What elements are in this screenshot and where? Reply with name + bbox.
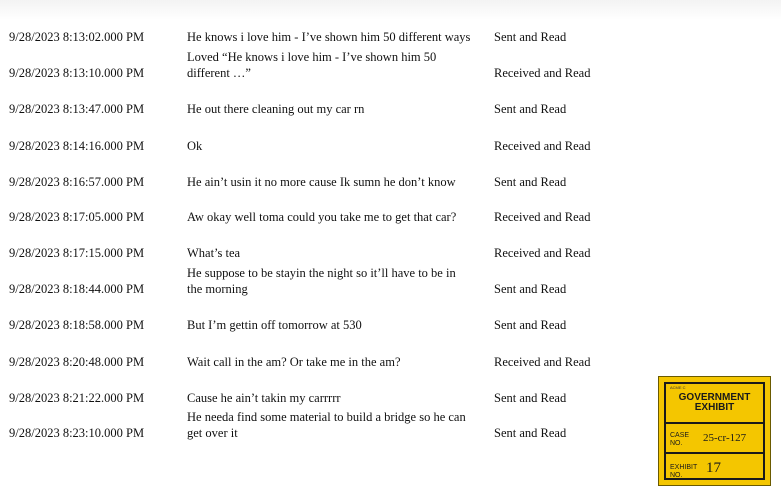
message-timestamp: 9/28/2023 8:21:22.000 PM (9, 391, 145, 405)
case-label-line: CASE (670, 432, 690, 439)
sticker-title-line: EXHIBIT (694, 402, 735, 413)
sticker-title-line: GOVERNMENT (678, 392, 751, 403)
case-number-value: 25-cr-127 (703, 432, 747, 444)
case-number-label (670, 432, 689, 448)
message-text: What’s tea (187, 246, 241, 260)
message-text: Ok (187, 139, 203, 153)
message-text: He out there cleaning out my car rn (187, 102, 365, 116)
message-timestamp: 9/28/2023 8:13:10.000 PM (9, 66, 145, 80)
message-timestamp: 9/28/2023 8:18:44.000 PM (9, 282, 145, 296)
government-exhibit-sticker (658, 376, 771, 486)
exhibit-number-value: 17 (706, 460, 721, 476)
message-status: Received and Read (494, 139, 591, 153)
sticker-maker-mark: ACME C (670, 385, 686, 390)
message-text-line: the morning (187, 282, 248, 296)
sticker-border (664, 382, 765, 480)
message-status: Sent and Read (494, 102, 567, 116)
message-status: Sent and Read (494, 391, 567, 405)
message-text-line: Loved “He knows i love him - I’ve shown him 50 (187, 50, 437, 64)
message-timestamp: 9/28/2023 8:23:10.000 PM (9, 426, 145, 440)
exhibit-label-line: EXHIBIT (670, 464, 698, 471)
sticker-divider (666, 452, 763, 454)
message-timestamp: 9/28/2023 8:20:48.000 PM (9, 355, 145, 369)
message-text: Wait call in the am? Or take me in the am? (187, 355, 401, 369)
message-text-line: get over it (187, 426, 238, 440)
message-text: Cause he ain’t takin my carrrrr (187, 391, 341, 405)
message-timestamp: 9/28/2023 8:16:57.000 PM (9, 175, 145, 189)
message-status: Received and Read (494, 246, 591, 260)
message-text: He ain’t usin it no more cause Ik sumn he don’t know (187, 175, 456, 189)
message-status: Sent and Read (494, 318, 567, 332)
message-text-line: He suppose to be stayin the night so it’ll have to be in (187, 266, 456, 280)
message-timestamp: 9/28/2023 8:13:47.000 PM (9, 102, 145, 116)
message-status: Sent and Read (494, 426, 567, 440)
message-status: Sent and Read (494, 30, 567, 44)
message-text-line: different …” (187, 66, 251, 80)
message-timestamp: 9/28/2023 8:17:05.000 PM (9, 210, 145, 224)
exhibit-label-line: NO. (670, 472, 683, 479)
message-text: He knows i love him - I’ve shown him 50 different ways (187, 30, 471, 44)
message-timestamp: 9/28/2023 8:13:02.000 PM (9, 30, 145, 44)
message-timestamp: 9/28/2023 8:18:58.000 PM (9, 318, 145, 332)
message-text: But I’m gettin off tomorrow at 530 (187, 318, 362, 332)
message-status: Received and Read (494, 355, 591, 369)
message-text: Aw okay well toma could you take me to get that car? (187, 210, 457, 224)
message-timestamp: 9/28/2023 8:17:15.000 PM (9, 246, 145, 260)
message-timestamp: 9/28/2023 8:14:16.000 PM (9, 139, 145, 153)
case-label-line: NO. (670, 440, 683, 447)
exhibit-number-label (670, 464, 697, 480)
sticker-divider (666, 422, 763, 424)
message-status: Sent and Read (494, 282, 567, 296)
sticker-title (666, 393, 763, 413)
message-status: Received and Read (494, 210, 591, 224)
message-status: Sent and Read (494, 175, 567, 189)
message-status: Received and Read (494, 66, 591, 80)
message-text-line: He needa find some material to build a bridge so he can (187, 410, 466, 424)
